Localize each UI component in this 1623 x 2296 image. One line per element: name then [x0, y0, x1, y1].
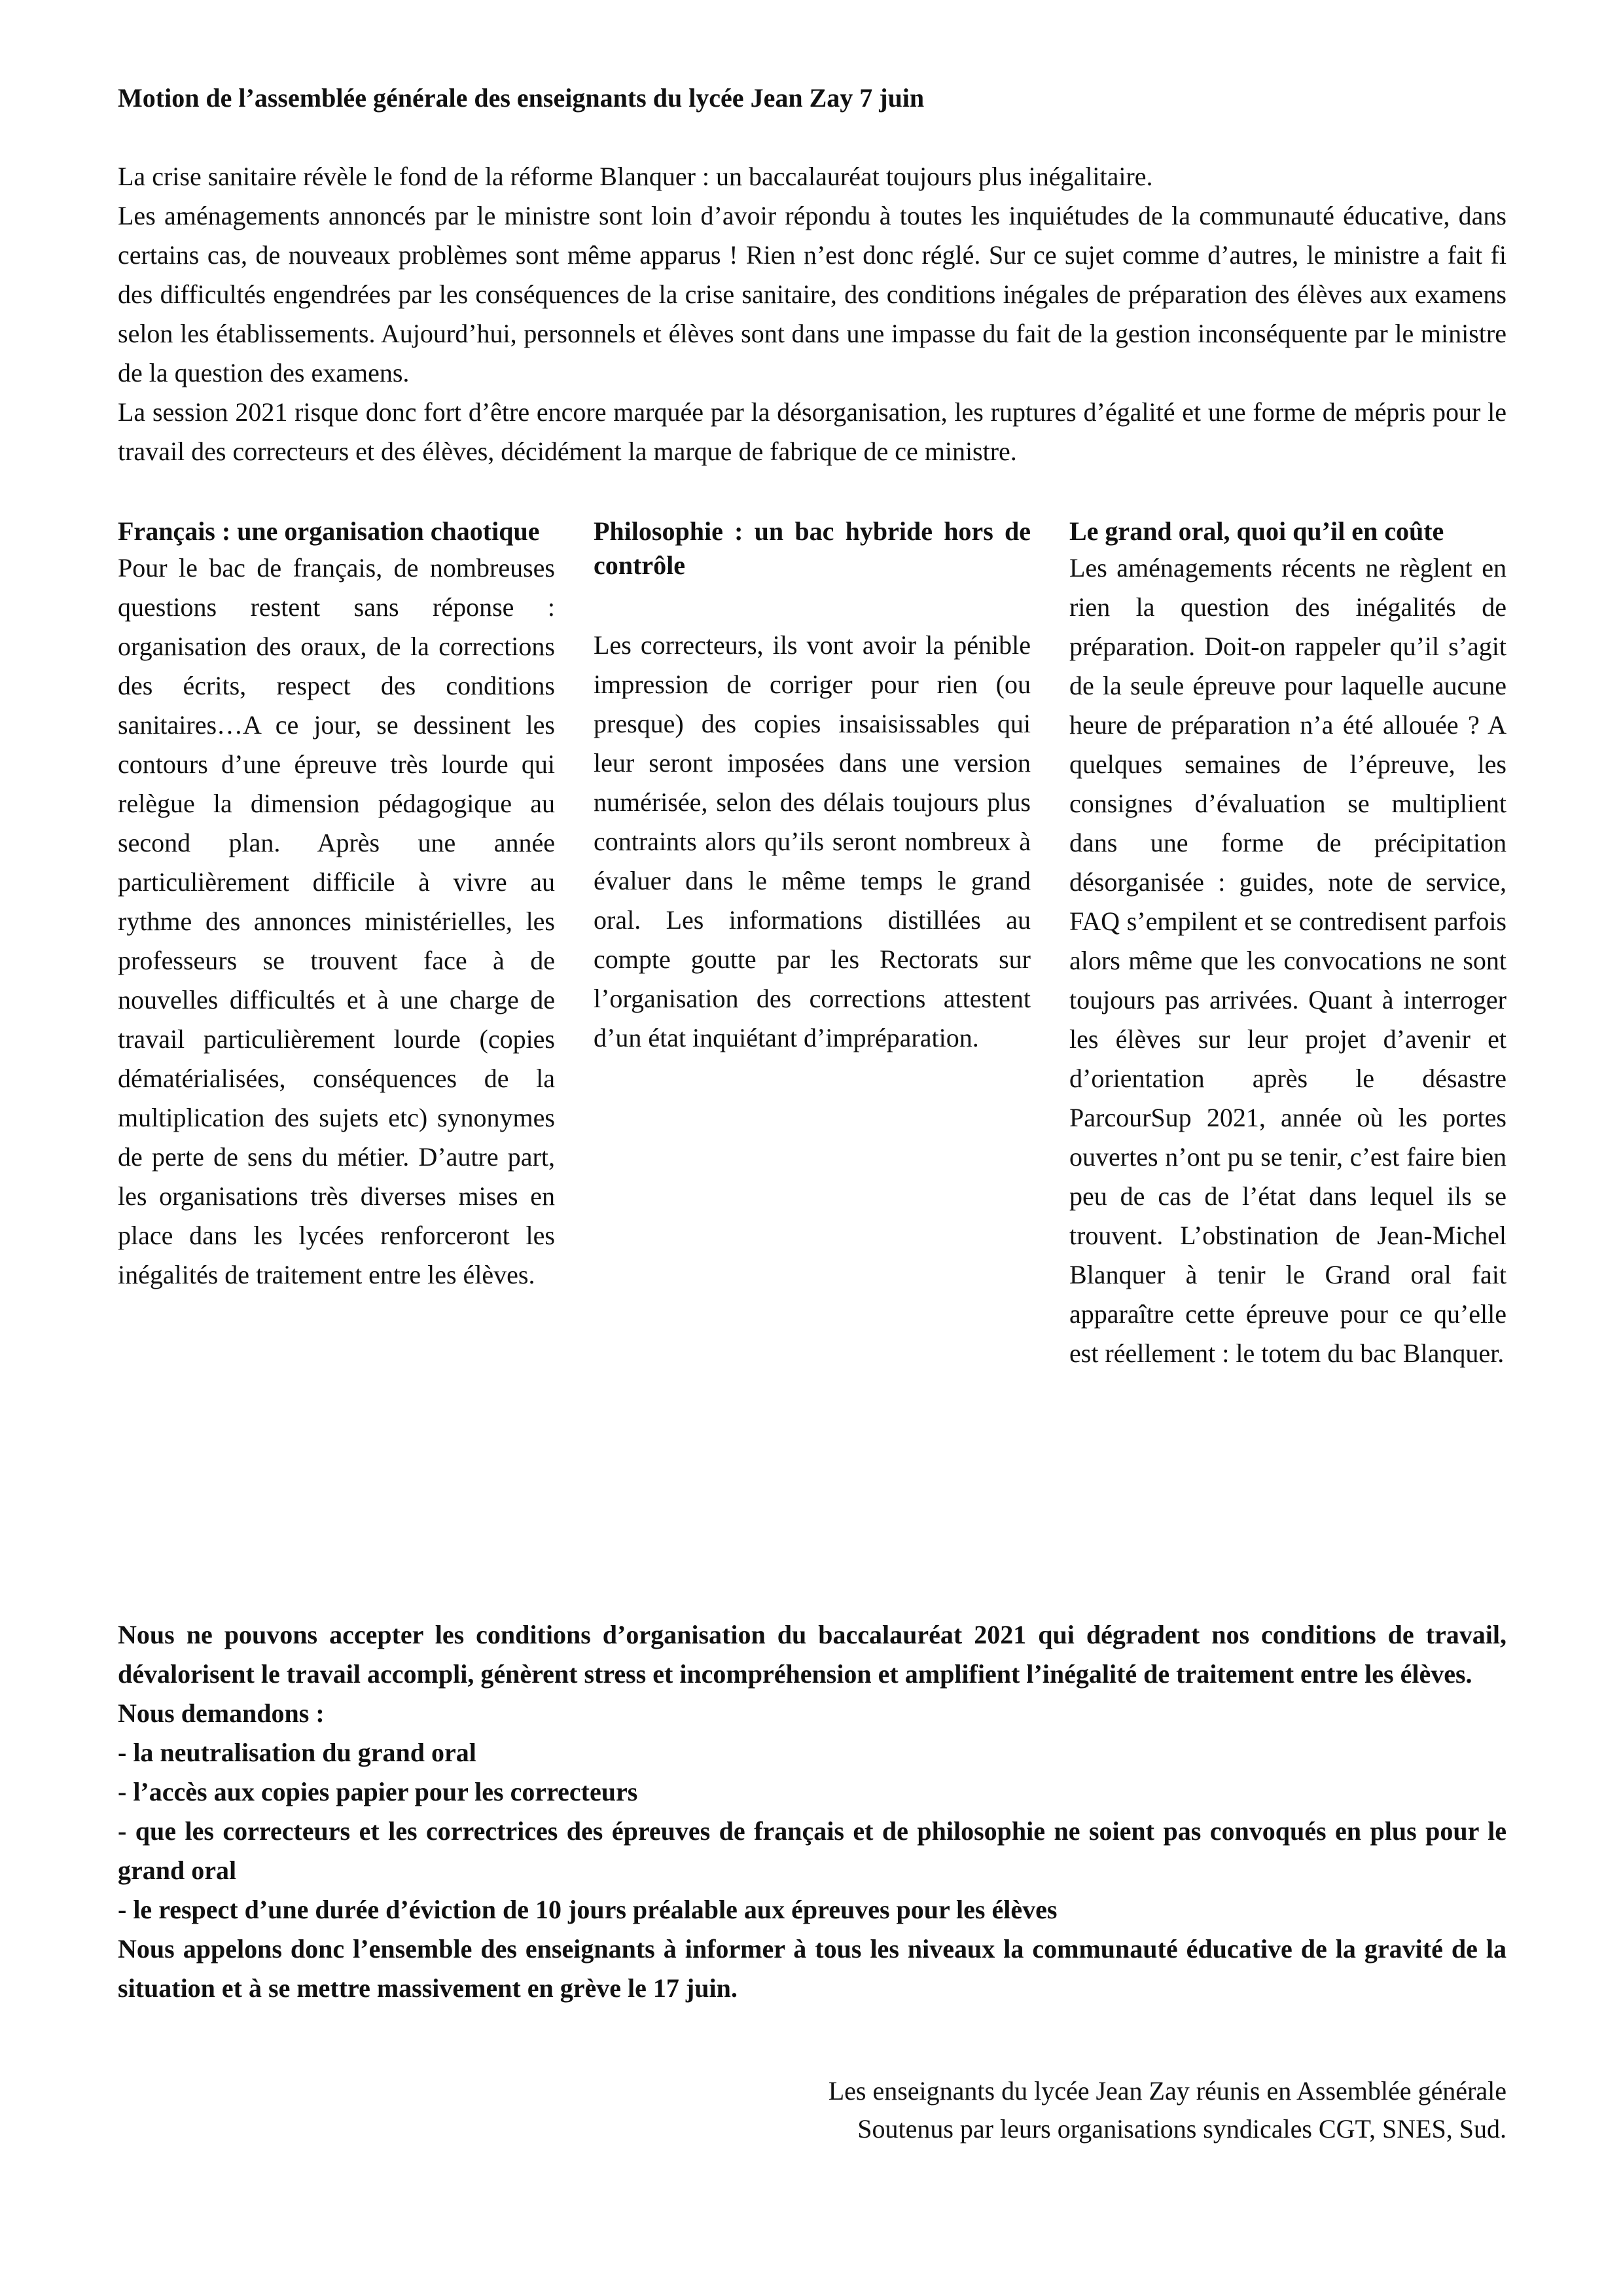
column-body: Pour le bac de français, de nombreuses questions restent sans réponse : organisation des oraux, de la corrections des écrits, respect des conditions sanitaires…A ce jour, se dessinent les contours d’une épreuve très lourde qui relègue la dimension pédagogique au second plan. Après une année particulièrement difficile à vivre au rythme des annonces ministérielles, les professeurs se trouvent face à de nouvelles difficultés et à une charge de travail particulièrement lourde (copies dématérialisées, conséquences de la multiplication des sujets etc) synonymes de perte de sens du métier. D’autre part, les organisations très diverses mises en place dans les lycées renforceront les inégalités de traitement entre les élèves. — [118, 553, 555, 1289]
column-francais — [118, 514, 555, 1562]
signature-line: Soutenus par leurs organisations syndicales CGT, SNES, Sud. — [857, 2114, 1507, 2144]
column-heading: Français : une organisation chaotique — [118, 516, 540, 546]
document-title: Motion de l’assemblée générale des enseignants du lycée Jean Zay 7 juin — [118, 83, 925, 113]
three-column-section — [118, 514, 1507, 1562]
column-body: Les correcteurs, ils vont avoir la pénible impression de corriger pour rien (ou presque) des copies insaisissables qui leur seront imposées dans une version numérisée, selon des délais toujours plus contraints alors qu’ils seront nombreux à évaluer dans le même temps le grand oral. Les informations distillées au compte goutte par les Rectorats sur l’organisation des corrections attestent d’un état inquiétant d’impréparation. — [594, 630, 1031, 1052]
column-heading: Philosophie : un bac hybride hors de contrôle — [594, 516, 1031, 580]
column-grand-oral — [1069, 514, 1507, 1562]
spacer — [594, 583, 1031, 626]
motion-call: Nous appelons donc l’ensemble des enseignants à informer à tous les niveaux la communauté éducative de la gravité de la situation et à se mettre massivement en grève le 17 juin. — [118, 1934, 1507, 2003]
intro-paragraph: Les aménagements annoncés par le ministre sont loin d’avoir répondu à toutes les inquiétudes de la communauté éducative, dans certains cas, de nouveaux problèmes sont même apparus ! Rien n’est donc réglé. Sur ce sujet comme d’autres, le ministre a fait fi des difficultés engendrées par les conséquences de la crise sanitaire, des conditions inégales de préparation des élèves aux examens selon les établissements. Aujourd’hui, personnels et élèves sont dans une impasse du fait de la gestion inconséquente par le ministre de la question des examens. — [118, 201, 1507, 387]
demand-item: - l’accès aux copies papier pour les correcteurs — [118, 1777, 638, 1806]
column-heading: Le grand oral, quoi qu’il en coûte — [1069, 516, 1444, 546]
document-page — [118, 79, 1507, 2144]
motion-section — [118, 1615, 1507, 2008]
demand-item: - le respect d’une durée d’éviction de 10 jours préalable aux épreuves pour les élèves — [118, 1895, 1058, 1924]
signature-line: Les enseignants du lycée Jean Zay réunis en Assemblée générale — [828, 2076, 1507, 2106]
intro-paragraph: La crise sanitaire révèle le fond de la réforme Blanquer : un baccalauréat toujours plus inégalitaire. — [118, 162, 1153, 191]
motion-statement: Nous ne pouvons accepter les conditions d’organisation du baccalauréat 2021 qui dégradent nos conditions de travail, dévalorisent le travail accompli, génèrent stress et incompréhension et amplifient l’inégalité de traitement entre les élèves. — [118, 1620, 1507, 1689]
demand-item: - la neutralisation du grand oral — [118, 1738, 476, 1767]
intro-paragraph: La session 2021 risque donc fort d’être encore marquée par la désorganisation, les ruptures d’égalité et une forme de mépris pour le travail des correcteurs et des élèves, décidément la marque de fabrique de ce ministre. — [118, 397, 1507, 466]
column-philosophie — [594, 514, 1031, 1562]
demands-intro: Nous demandons : — [118, 1698, 325, 1728]
demand-item: - que les correcteurs et les correctrices des épreuves de français et de philosophie ne soient pas convoqués en plus pour le grand oral — [118, 1816, 1507, 1885]
column-body: Les aménagements récents ne règlent en rien la question des inégalités de préparation. Doit-on rappeler qu’il s’agit de la seule épreuve pour laquelle aucune heure de préparation n’a été allouée ? A quelques semaines de l’épreuve, les consignes d’évaluation se multiplient dans une forme de précipitation désorganisée : guides, note de service, FAQ s’empilent et se contredisent parfois alors même que les convocations ne sont toujours pas arrivées. Quant à interroger les élèves sur leur projet d’avenir et d’orientation après le désastre ParcourSup 2021, année où les portes ouvertes n’ont pu se tenir, c’est faire bien peu de cas de l’état dans lequel ils se trouvent. L’obstination de Jean-Michel Blanquer à tenir le Grand oral fait apparaître cette épreuve pour ce qu’elle est réellement : le totem du bac Blanquer. — [1069, 553, 1507, 1368]
signature-block — [118, 2072, 1507, 2148]
intro-section — [118, 157, 1507, 471]
